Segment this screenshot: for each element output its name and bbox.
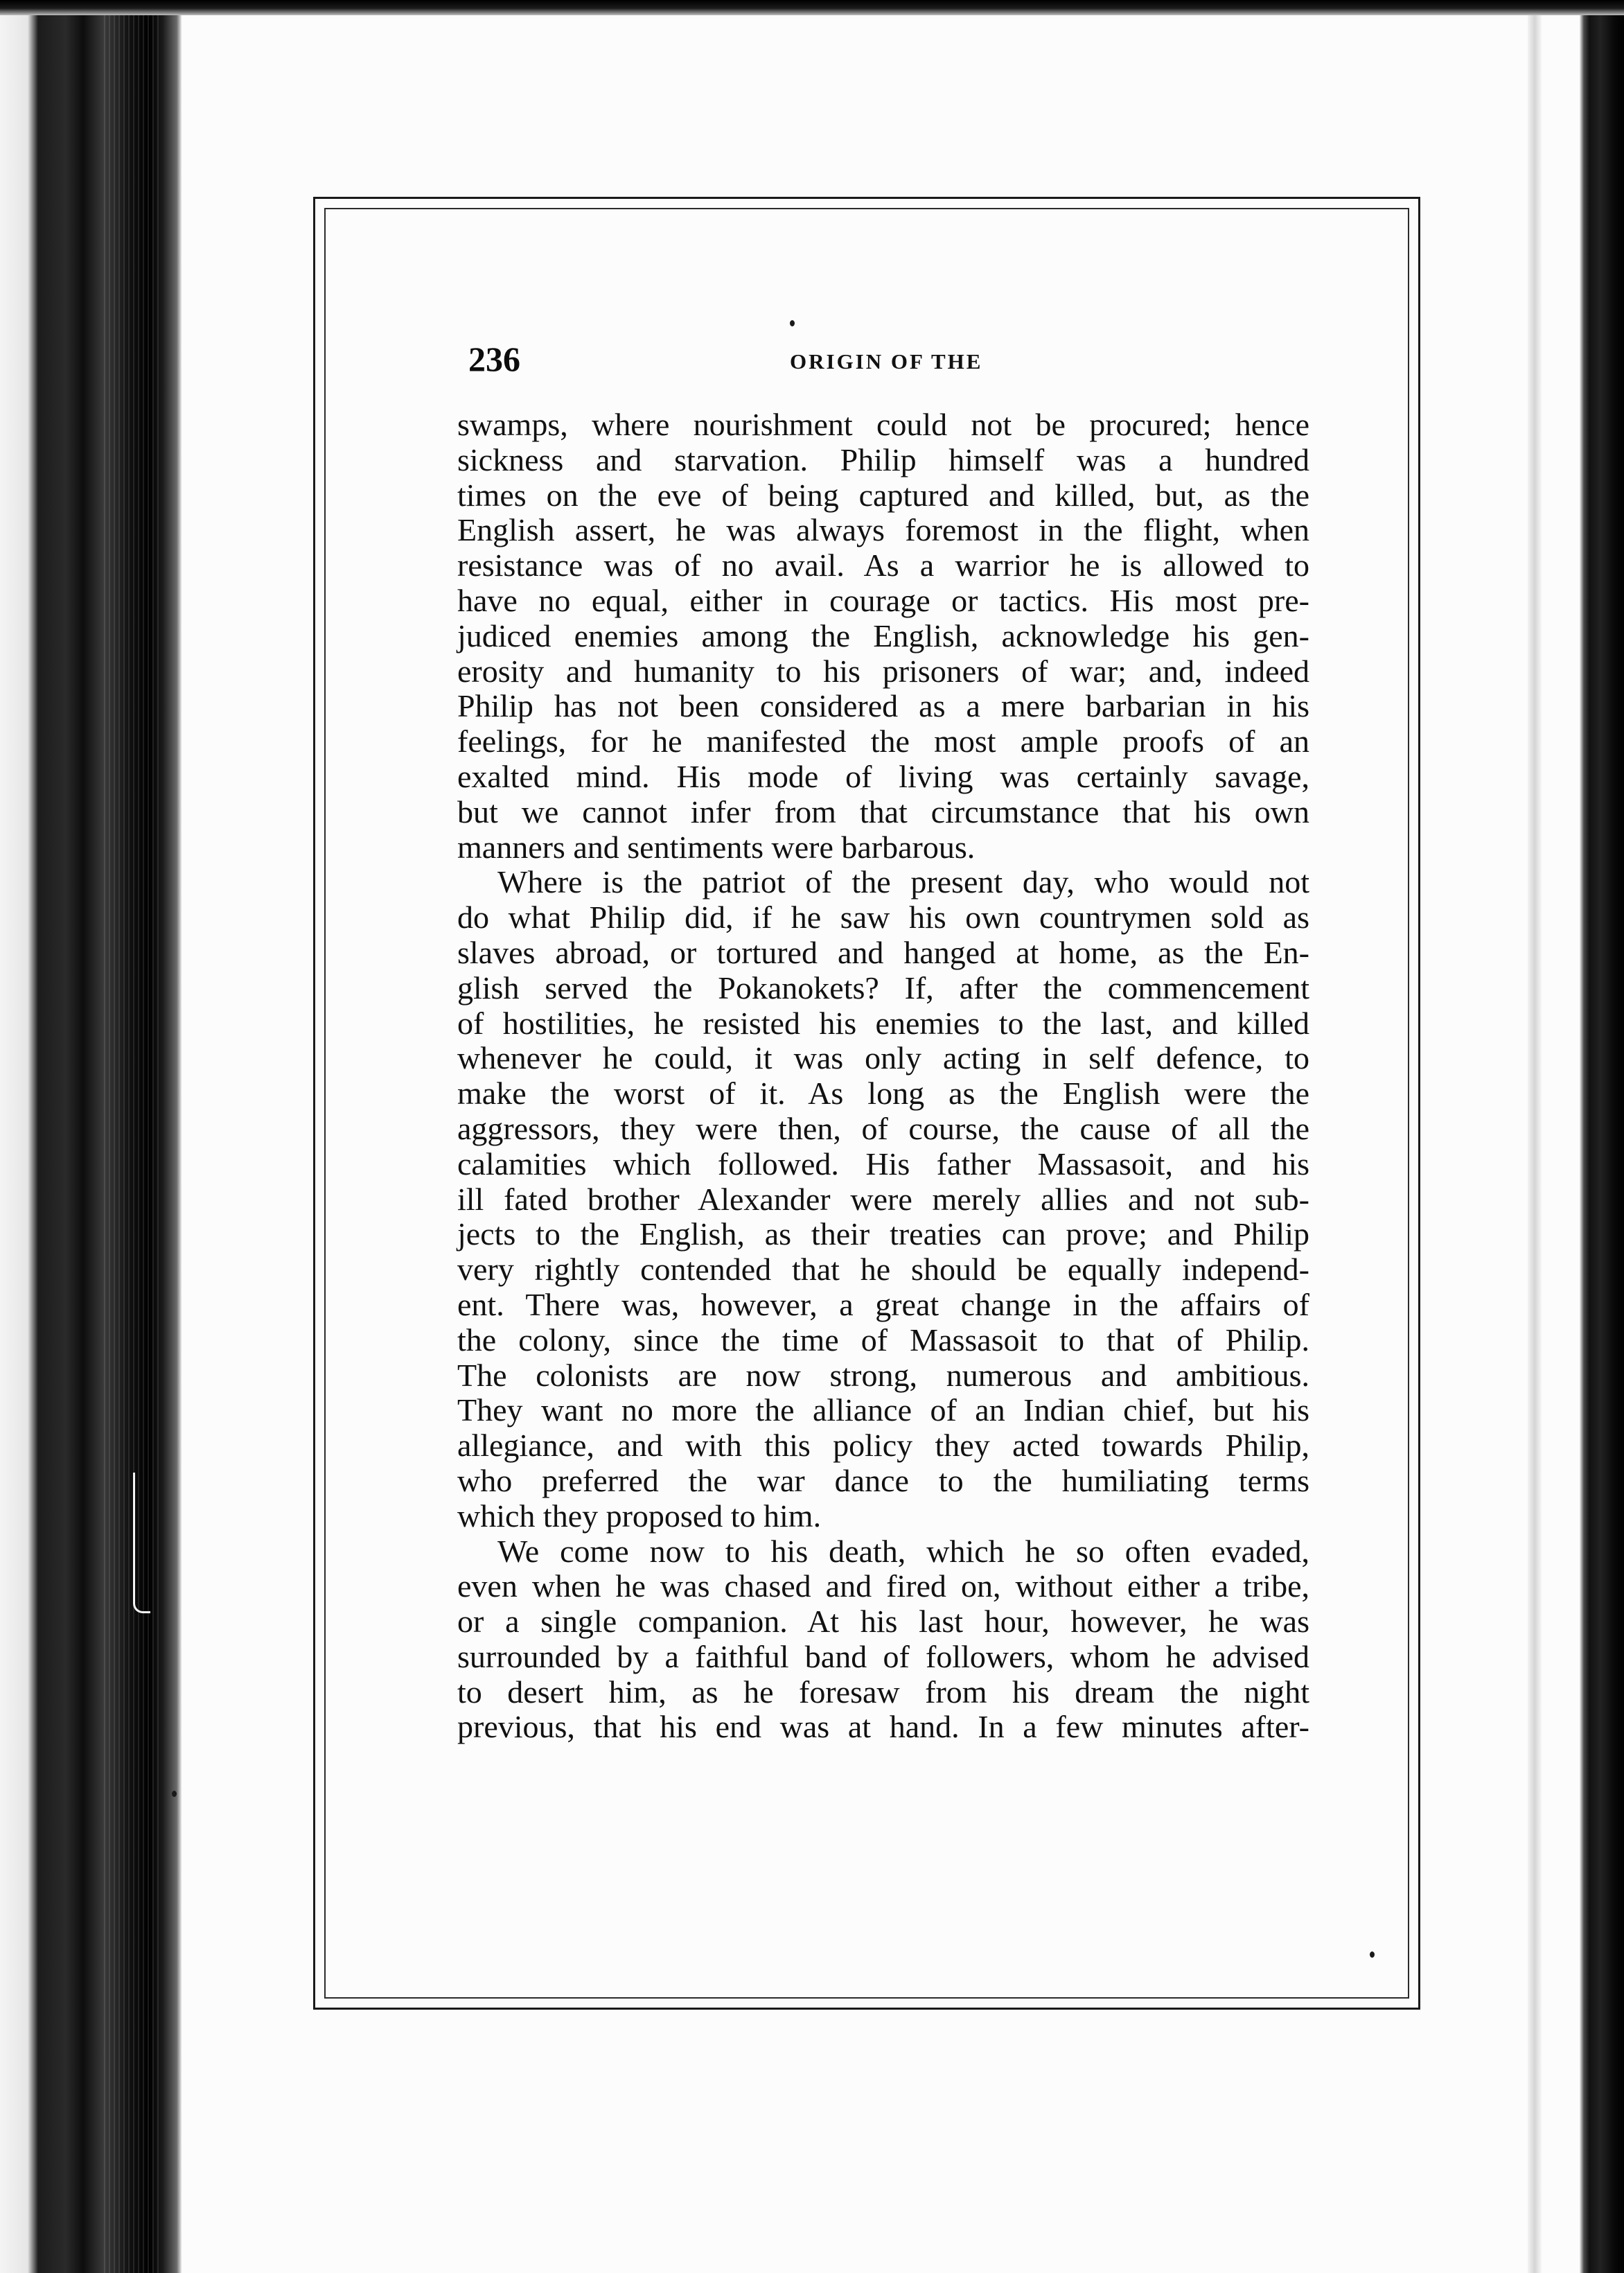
text-line: have no equal, either in courage or tactics. His most pre- [457,582,1309,618]
text-line: do what Philip did, if he saw his own countrymen sold as [457,899,1309,936]
body-text [457,407,1309,1745]
text-line: glish served the Pokanokets? If, after the commencement [457,969,1309,1006]
text-line: English assert, he was always foremost in the flight, when [457,512,1309,548]
text-line: resistance was of no avail. As a warrior he is allowed to [457,547,1309,583]
text-line: even when he was chased and fired on, without either a tribe, [457,1568,1309,1604]
running-title: ORIGIN OF THE [790,349,983,374]
text-line: which they proposed to him. [457,1498,822,1534]
text-line: Philip has not been considered as a mere barbarian in his [457,688,1309,724]
text-line: make the worst of it. As long as the English were the [457,1076,1309,1112]
top-dark-border [0,0,1624,15]
text-line: surrounded by a faithful band of followers, whom he advised [457,1638,1309,1674]
page-gutter [1528,0,1542,2273]
text-line: jects to the English, as their treaties can prove; and Philip [457,1216,1309,1252]
text-line: swamps, where nourishment could not be procured; hence [457,407,1309,442]
scan-speck [790,320,795,326]
text-line: or a single companion. At his last hour, however, he was [457,1604,1309,1640]
right-dark-border [1580,0,1624,2273]
text-line: but we cannot infer from that circumstance that his own [457,793,1309,830]
text-line: sickness and starvation. Philip himself was a hundred [457,441,1309,477]
scan-speck [172,1791,177,1797]
text-line: slaves abroad, or tortured and hanged at home, as the En- [457,934,1309,970]
text-line: times on the eve of being captured and killed, but, as the [457,477,1309,513]
page-number: 236 [468,340,520,378]
text-line: ent. There was, however, a great change in the affairs of [457,1286,1309,1322]
text-line: calamities which followed. His father Massasoit, and his [457,1146,1309,1182]
text-line: to desert him, as he foresaw from his dream the night [457,1674,1309,1710]
paragraph-first-line: Where is the patriot of the present day, who would not [497,864,1309,900]
text-line: erosity and humanity to his prisoners of war; and, indeed [457,653,1309,689]
text-line: exalted mind. His mode of living was certainly savage, [457,758,1309,794]
text-line: of hostilities, he resisted his enemies to the last, and killed [457,1005,1309,1041]
text-line: the colony, since the time of Massasoit to that of Philip. [457,1322,1309,1358]
scan-speck [1370,1951,1375,1958]
text-line: whenever he could, it was only acting in self defence, to [457,1040,1309,1076]
text-line: aggressors, they were then, of course, the cause of all the [457,1110,1309,1146]
text-line: They want no more the alliance of an Indian chief, but his [457,1392,1309,1428]
paragraph-first-line: We come now to his death, which he so often evaded, [497,1533,1309,1569]
margin-pencil-mark [133,1473,150,1613]
text-line: ill fated brother Alexander were merely allies and not sub- [457,1181,1309,1217]
text-line: manners and sentiments were barbarous. [457,829,976,865]
text-line: allegiance, and with this policy they acted towards Philip, [457,1428,1309,1464]
text-line: very rightly contended that he should be equally independ- [457,1252,1309,1288]
text-line: The colonists are now strong, numerous and ambitious. [457,1357,1309,1393]
page-stack-edge [104,0,159,2273]
text-line: judiced enemies among the English, acknowledge his gen- [457,617,1309,653]
text-line: feelings, for he manifested the most ample proofs of an [457,723,1309,760]
text-line: previous, that his end was at hand. In a few minutes after- [457,1709,1309,1745]
text-line: who preferred the war dance to the humiliating terms [457,1462,1309,1498]
